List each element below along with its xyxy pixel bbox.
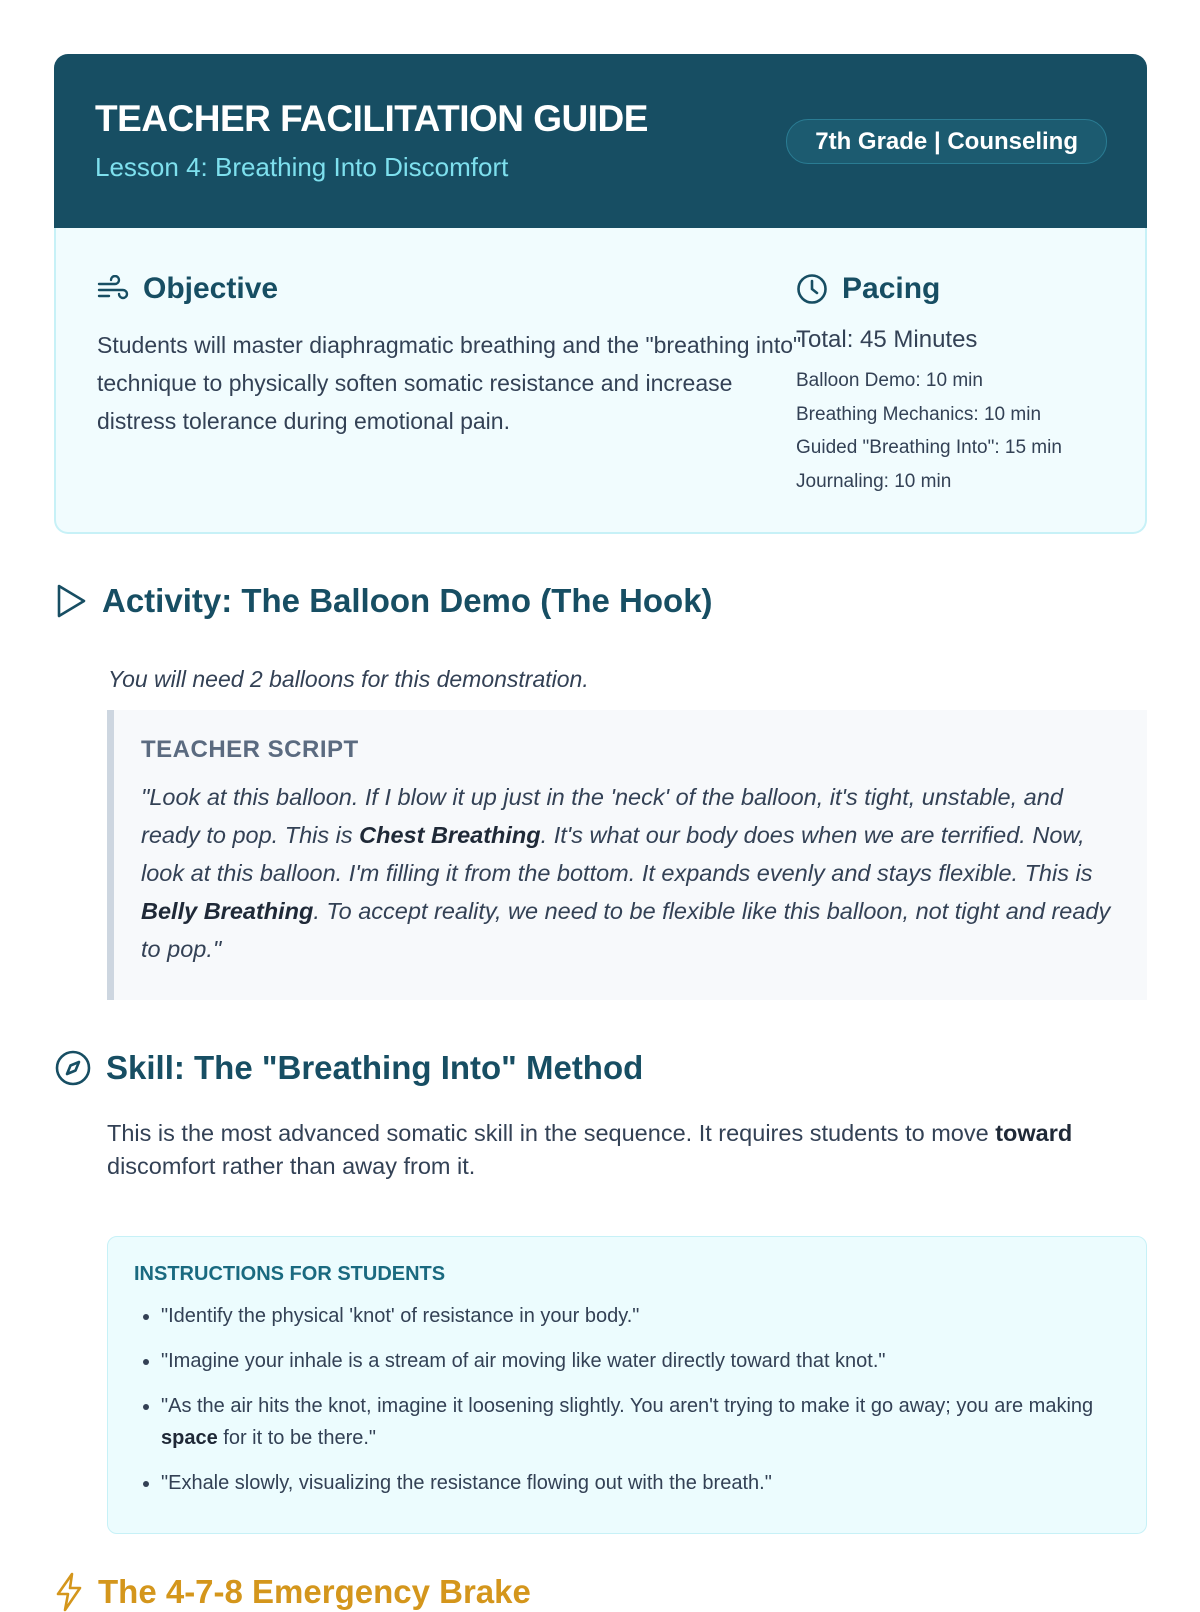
instruction-item: • "Exhale slowly, visualizing the resistance flowing out with the breath." — [161, 1467, 1120, 1499]
guide-title: TEACHER FACILITATION GUIDE — [95, 98, 648, 139]
instruction-item: • "Imagine your inhale is a stream of air moving like water directly toward that knot." — [161, 1345, 1120, 1377]
teacher-script-label: TEACHER SCRIPT — [141, 736, 359, 763]
activity-heading — [54, 582, 713, 620]
teacher-script-box — [107, 710, 1147, 1000]
emergency-brake-heading — [54, 1572, 531, 1612]
instruction-item — [161, 1390, 1120, 1454]
intro-text-part: discomfort rather than away from it. — [107, 1153, 476, 1179]
instruction-emphasis: space — [161, 1427, 218, 1449]
pacing-heading — [796, 272, 940, 306]
script-emphasis: Belly Breathing — [141, 898, 314, 924]
pacing-list — [796, 364, 1062, 498]
lightning-icon — [54, 1572, 84, 1612]
intro-text-part: This is the most advanced somatic skill in the sequence. It requires students to move — [107, 1120, 996, 1146]
script-text-part: . It's what our body does when we are terrified. Now, look at this balloon. I'm filling it from the bottom. It expands evenly and stays flexible. This is — [141, 822, 1093, 886]
emergency-brake-heading-label: The 4-7-8 Emergency Brake — [98, 1573, 531, 1610]
objective-text: Students will master diaphragmatic breathing and the "breathing into" technique to physically soften somatic resistance and increase distress tolerance during emotional pain. — [97, 332, 802, 434]
pacing-item: Breathing Mechanics: 10 min — [796, 403, 1042, 425]
pacing-heading-label: Pacing — [842, 272, 941, 305]
instructions-box — [107, 1236, 1147, 1534]
instructions-list — [134, 1300, 1120, 1499]
grade-badge: 7th Grade | Counseling — [786, 119, 1107, 164]
intro-emphasis: toward — [995, 1120, 1073, 1146]
clock-icon — [796, 273, 828, 305]
skill-heading-label: Skill: The "Breathing Into" Method — [106, 1049, 644, 1086]
pacing-item: Guided "Breathing Into": 15 min — [796, 437, 1062, 458]
instruction-text-part: for it to be there." — [217, 1427, 377, 1449]
script-emphasis: Chest Breathing — [359, 822, 541, 848]
pacing-item: Journaling: 10 min — [796, 470, 952, 492]
lesson-subtitle: Lesson 4: Breathing Into Discomfort — [95, 152, 509, 182]
instruction-text-part: "As the air hits the knot, imagine it loosening slightly. You aren't trying to make it go away; you are making — [161, 1395, 1094, 1417]
skill-intro — [107, 1117, 1152, 1183]
play-icon — [54, 583, 88, 619]
compass-icon — [54, 1049, 92, 1087]
instructions-label: INSTRUCTIONS FOR STUDENTS — [134, 1263, 446, 1285]
script-text-part: "Look at this balloon. If I blow it up just in the 'neck' of the balloon, it's tight, unstable, and ready to pop. This is — [141, 784, 1063, 848]
pacing-item: Balloon Demo: 10 min — [796, 370, 983, 391]
overview-panel — [54, 228, 1147, 534]
guide-header — [54, 54, 1147, 228]
instruction-item: • "Identify the physical 'knot' of resistance in your body." — [161, 1300, 1120, 1332]
teacher-script-text — [141, 778, 1117, 968]
wind-icon — [97, 275, 129, 303]
script-text-part: . To accept reality, we need to be flexible like this balloon, not tight and ready to pop." — [141, 898, 1111, 962]
objective-heading — [97, 272, 278, 306]
activity-heading-label: Activity: The Balloon Demo (The Hook) — [102, 582, 713, 619]
skill-heading — [54, 1049, 643, 1087]
objective-heading-label: Objective — [143, 272, 279, 305]
guide-page — [54, 54, 1147, 1610]
pacing-total: Total: 45 Minutes — [796, 326, 978, 353]
materials-note: You will need 2 balloons for this demonstration. — [108, 666, 589, 692]
